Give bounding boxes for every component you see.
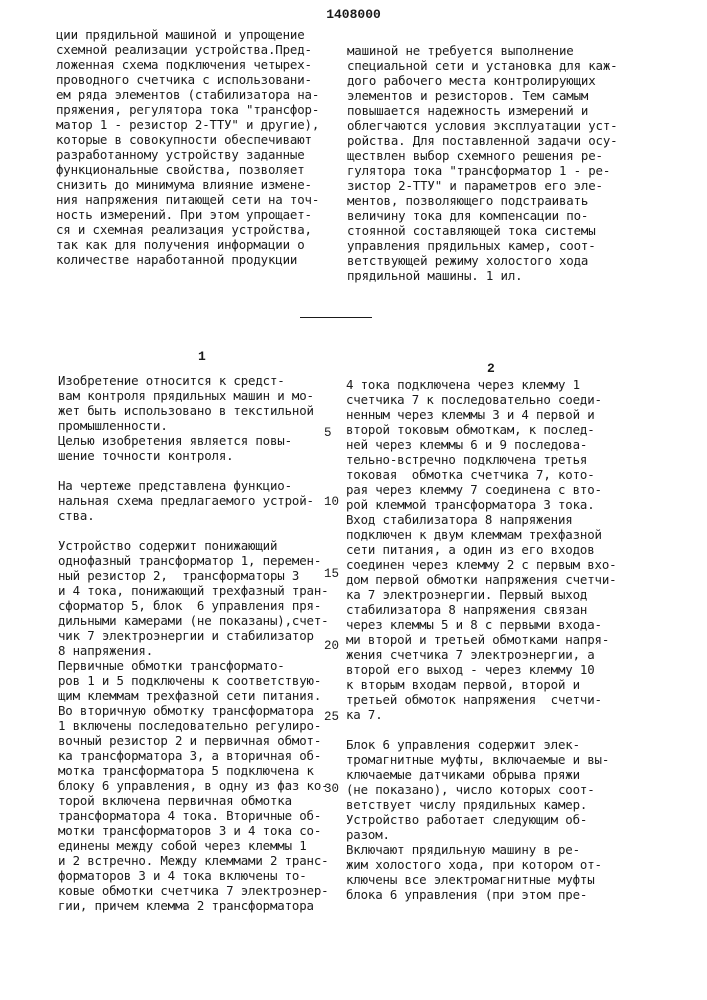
line-number-25: 25 <box>324 710 339 724</box>
line-number-20: 20 <box>324 639 339 653</box>
column-number-left: 1 <box>198 349 206 364</box>
line-number-30: 30 <box>324 782 339 796</box>
top-right-column: машиной не требуется выполнение специальной сети и установка для каж- дого рабочего места контролирующих элементов и резисторов. Тем самым повышается надежность измерений и облегчаются условия эксплуатации уст- ройства. Для поставленной задачи осу- ществлен выбор схемного решения ре- гулятора тока "трансформатор 1 - ре- зистор 2-ТТУ" и параметров его эле- ментов, позволяющего подстраивать величину тока для компенсации по- стоянной составляющей тока системы управления прядильных камер, соот- ветствующей режиму холостого хода прядильной машины. 1 ил. <box>347 43 617 283</box>
body-left-column: Изобретение относится к средст- вам контроля прядильных машин и мо- жет быть использовано в текстильной промышленности. Целью изобретения является повы- шение точности контроля. На чертеже представлена функцио- нальная схема предлагаемого устрой- ства. Устройство содержит понижающий однофазный трансформатор 1, перемен- ный резистор 2, трансформаторы 3 и 4 тока, понижающий трехфазный тран- сформатор 5, блок 6 управления пря- дильными камерами (не показаны),счет- чик 7 электроэнергии и стабилизатор 8 напряжения. Первичные обмотки трансформато- ров 1 и 5 подключены к соответствую- щим клеммам трехфазной сети питания. Во вторичную обмотку трансформатора 1 включены последовательно регулиро- вочный резистор 2 и первичная обмот- ка трансформатора 3, а вторичная об- мотка трансформатора 5 подключена к блоку 6 управления, в одну из фаз ко- торой включена первичная обмотка трансформатора 4 тока. Вторичные об- мотки трансформаторов 3 и 4 тока со- единены между собой через клеммы 1 и 2 встречно. Между клеммами 2 транс- форматоров 3 и 4 тока включены то- ковые обмотки счетчика 7 электроэнер- гии, причем клемма 2 трансформатора <box>58 373 328 913</box>
line-number-10: 10 <box>324 495 339 509</box>
section-divider <box>300 317 372 318</box>
top-left-column: ции прядильной машиной и упрощение схемной реализации устройства.Пред- ложенная схема подключения четырех- проводного счетчика с использовани- ем ряда элементов (стабилизатора на- пряжения, регулятора тока "трансфор- матор 1 - резистор 2-ТТУ" и другие), которые в совокупности обеспечивают разработанному устройству заданные функциональные свойства, позволяет снизить до минимума влияние измене- ния напряжения питающей сети на точ- ность измерений. При этом упрощает- ся и схемная реализация устройства, так как для получения информации о количестве наработанной продукции <box>56 27 319 267</box>
line-number-5: 5 <box>324 426 332 440</box>
line-number-15: 15 <box>324 567 339 581</box>
column-number-right: 2 <box>487 361 495 376</box>
body-right-column: 4 тока подключена через клемму 1 счетчика 7 к последовательно соеди- ненным через клеммы 3 и 4 первой и второй токовым обмоткам, к послед- ней через клеммы 6 и 9 последова- тельно-встречно подключена третья токовая обмотка счетчика 7, кото- рая через клемму 7 соединена с вто- рой клеммой трансформатора 3 тока. Вход стабилизатора 8 напряжения подключен к двум клеммам трехфазной сети питания, а один из его входов соединен через клемму 2 с первым вхо- дом первой обмотки напряжения счетчи- ка 7 электроэнергии. Первый выход стабилизатора 8 напряжения связан через клеммы 5 и 8 с первыми входа- ми второй и третьей обмотками напря- жения счетчика 7 электроэнергии, а второй его выход - через клемму 10 к вторым входам первой, второй и третьей обмоток напряжения счетчи- ка 7. Блок 6 управления содержит элек- тромагнитные муфты, включаемые и вы- ключаемые датчиками обрыва пряжи (не показано), число которых соот- ветствует числу прядильных камер. Устройство работает следующим об- разом. Включают прядильную машину в ре- жим холостого хода, при котором от- ключены все электромагнитные муфты блока 6 управления (при этом пре- <box>346 377 616 902</box>
patent-number: 1408000 <box>0 7 707 22</box>
